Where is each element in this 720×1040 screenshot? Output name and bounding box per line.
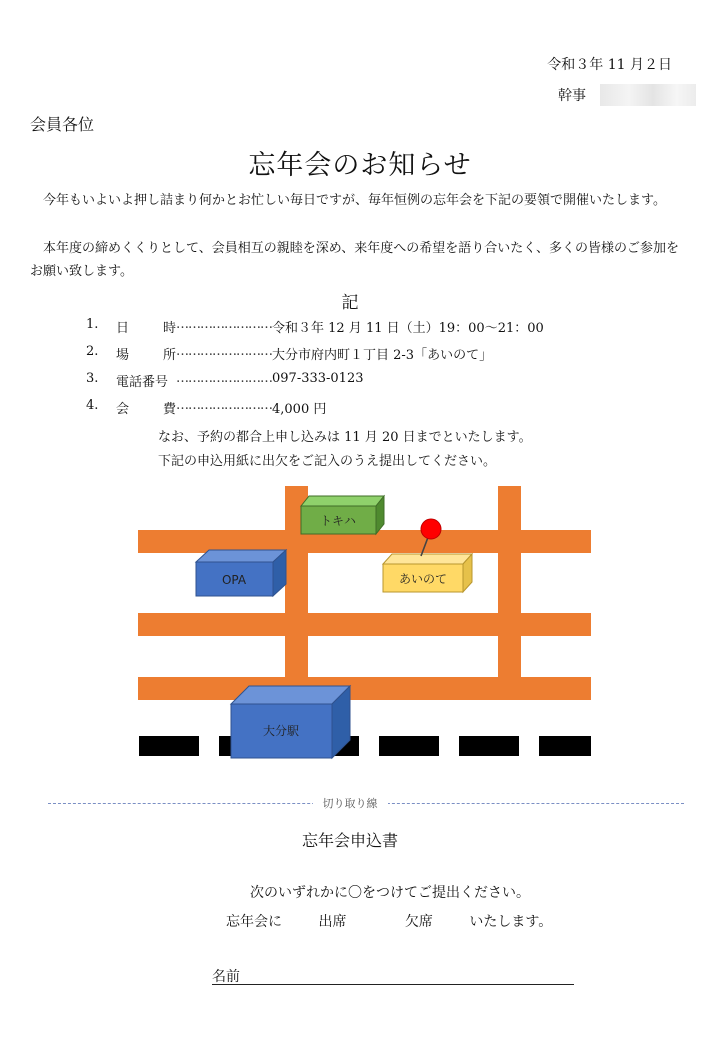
item-value: 097-333-0123 bbox=[272, 371, 364, 386]
item-number: 4. bbox=[86, 398, 99, 413]
leader-dots: …………………… bbox=[176, 371, 272, 386]
item-label-char: 場 bbox=[116, 348, 130, 363]
item-place bbox=[86, 344, 492, 363]
road-horizontal-2 bbox=[138, 613, 591, 636]
item-number: 1. bbox=[86, 317, 99, 332]
attendance-line bbox=[226, 911, 552, 931]
name-label: 名前 bbox=[212, 969, 240, 985]
option-attend[interactable]: 出席 bbox=[318, 914, 347, 930]
date: 令和３年 11 月２日 bbox=[547, 57, 672, 73]
rail-segment bbox=[379, 736, 439, 756]
page-title: 忘年会のお知らせ bbox=[248, 150, 472, 181]
item-value: 4,000 円 bbox=[272, 402, 327, 417]
rail-segment bbox=[139, 736, 199, 756]
note-deadline: なお、予約の都合上申し込みは 11 月 20 日までといたします。 bbox=[158, 430, 532, 445]
label-tokiwa: トキハ bbox=[319, 514, 357, 528]
item-value: 大分市府内町１丁目 2-3「あいのて」 bbox=[272, 348, 493, 363]
item-label bbox=[116, 398, 176, 417]
item-label-char: 日 bbox=[116, 321, 130, 336]
leader-dots: …………………… bbox=[176, 317, 272, 332]
item-label bbox=[116, 344, 176, 363]
rail-segment bbox=[459, 736, 519, 756]
name-field[interactable] bbox=[212, 984, 574, 985]
form-instruction: 次のいずれかに〇をつけてご提出ください。 bbox=[250, 885, 530, 901]
cut-line-label bbox=[0, 795, 700, 811]
redacted-name bbox=[600, 84, 696, 106]
item-value: 令和３年 12 月 11 日（土）19：00〜21：00 bbox=[272, 321, 544, 336]
road-vertical-2 bbox=[498, 486, 521, 700]
item-label-char: 所 bbox=[162, 348, 176, 363]
label-opa: OPA bbox=[221, 573, 247, 587]
note-submit: 下記の申込用紙に出欠をご記入のうえ提出してください。 bbox=[158, 454, 497, 469]
building-oita-station bbox=[231, 686, 350, 758]
label-oita-station: 大分駅 bbox=[262, 724, 300, 738]
item-number: 3. bbox=[86, 371, 99, 386]
item-label-char: 費 bbox=[162, 402, 176, 417]
item-number: 2. bbox=[86, 344, 99, 359]
secretary-label: 幹事 bbox=[558, 88, 586, 104]
item-label-char: 時 bbox=[162, 321, 176, 336]
cut-line-text: 切り取り線 bbox=[313, 797, 388, 810]
item-label-char: 会 bbox=[116, 402, 130, 417]
leader-dots: …………………… bbox=[176, 344, 272, 359]
label-ainote: あいのて bbox=[398, 572, 448, 586]
railway bbox=[139, 736, 591, 756]
secretary-signature bbox=[558, 84, 696, 106]
attendance-suffix: いたします。 bbox=[469, 914, 553, 930]
attendance-prefix: 忘年会に bbox=[226, 914, 282, 930]
item-phone bbox=[86, 371, 364, 390]
body-paragraph-2: 本年度の締めくくりとして、会員相互の親睦を深め、来年度への希望を語り合いたく、多くの皆様のご参加をお願い致します。 bbox=[30, 241, 679, 279]
area-map bbox=[138, 484, 593, 762]
item-label bbox=[116, 317, 176, 336]
item-label: 電話番号 bbox=[116, 375, 169, 390]
building-ainote bbox=[383, 554, 472, 592]
item-fee bbox=[86, 398, 326, 417]
road-horizontal-3 bbox=[138, 677, 591, 700]
recipient: 会員各位 bbox=[30, 115, 95, 134]
rail-segment bbox=[539, 736, 591, 756]
ki-heading: 記 bbox=[341, 293, 359, 313]
form-title: 忘年会申込書 bbox=[301, 831, 398, 850]
leader-dots: …………………… bbox=[176, 398, 272, 413]
item-datetime bbox=[86, 317, 544, 336]
option-absent[interactable]: 欠席 bbox=[404, 914, 433, 930]
building-tokiwa bbox=[301, 496, 384, 534]
body-paragraph-1: 今年もいよいよ押し詰まり何かとお忙しい毎日ですが、毎年恒例の忘年会を下記の要領で開催いたします。 bbox=[43, 193, 666, 208]
building-opa bbox=[196, 550, 286, 596]
